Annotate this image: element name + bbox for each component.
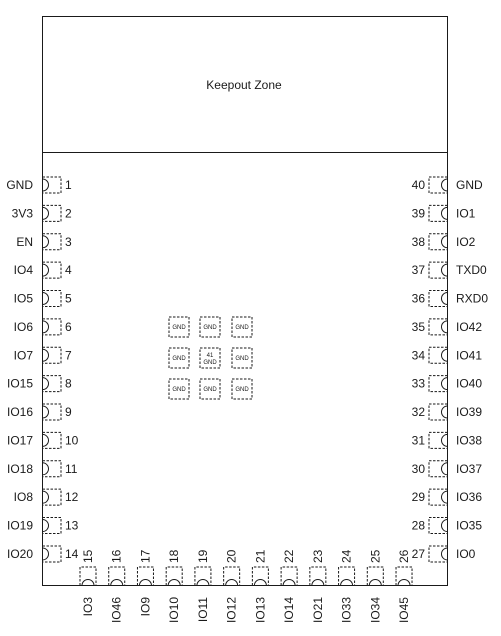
pin-name: IO13 <box>253 597 268 624</box>
left-pin-3 <box>16 234 72 250</box>
pin-number: 9 <box>65 405 72 420</box>
pin-number: 22 <box>282 549 297 563</box>
pin-name: IO40 <box>456 376 483 391</box>
left-pin-2 <box>12 205 72 221</box>
bottom-pin-17 <box>137 549 153 616</box>
pad-notch <box>43 434 49 446</box>
keepout-zone-label: Keepout Zone <box>206 78 282 92</box>
pad-notch <box>312 580 324 586</box>
pin-name: TXD0 <box>456 263 487 278</box>
right-pin-30 <box>412 461 483 477</box>
pin-number: 7 <box>65 348 72 363</box>
gnd-pad-5 <box>200 348 220 368</box>
pad-notch <box>442 406 448 418</box>
pad-notch <box>43 406 49 418</box>
pin-name: IO19 <box>6 518 33 533</box>
pin-name: IO12 <box>224 597 239 624</box>
pad-notch <box>442 520 448 532</box>
center-pad-number: 41 <box>206 353 214 359</box>
pad-notch <box>442 548 448 560</box>
gnd-pad-2 <box>200 317 220 337</box>
pad-notch <box>111 580 123 586</box>
pin-number: 4 <box>65 263 72 278</box>
pad-notch <box>43 321 49 333</box>
pin-name: RXD0 <box>456 291 489 306</box>
gnd-pad-4 <box>169 348 189 368</box>
left-pin-12 <box>14 489 79 505</box>
right-pin-38 <box>412 234 476 250</box>
pin-number: 8 <box>65 376 72 391</box>
right-pin-34 <box>412 347 483 363</box>
pin-number: 28 <box>411 518 425 533</box>
pin-number: 20 <box>224 549 239 563</box>
pin-number: 39 <box>411 206 425 221</box>
pad-notch <box>369 580 381 586</box>
gnd-pad-label: GND <box>203 325 217 331</box>
left-pin-9 <box>7 404 72 420</box>
pad-notch <box>283 580 295 586</box>
center-gnd-pad-array <box>169 317 252 399</box>
pin-number: 15 <box>81 549 95 563</box>
pad-notch <box>226 580 238 586</box>
pin-number: 32 <box>411 405 425 420</box>
pin-name: IO17 <box>6 433 33 448</box>
pin-number: 14 <box>65 546 79 561</box>
pad-notch <box>398 580 410 586</box>
pin-name: IO10 <box>167 597 182 624</box>
gnd-pad-label: GND <box>235 356 249 362</box>
right-pin-37 <box>412 262 487 278</box>
pad-notch <box>43 378 49 390</box>
pin-name: IO3 <box>81 597 95 617</box>
pad-notch <box>442 179 448 191</box>
pin-number: 27 <box>411 546 425 561</box>
pad-notch <box>442 349 448 361</box>
right-pin-36 <box>412 291 489 307</box>
pin-name: IO14 <box>282 597 297 624</box>
bottom-pin-25 <box>367 549 383 623</box>
gnd-pad-7 <box>169 379 189 399</box>
right-pin-33 <box>412 376 483 392</box>
bottom-pin-18 <box>166 549 182 623</box>
right-pin-39 <box>412 205 476 221</box>
pin-number: 40 <box>411 178 425 192</box>
gnd-pad-label: GND <box>172 387 186 393</box>
pin-number: 18 <box>167 549 182 563</box>
pin-number: 12 <box>65 490 79 505</box>
bottom-pin-26 <box>396 549 412 623</box>
pin-name: IO0 <box>456 546 476 561</box>
pad-notch <box>442 378 448 390</box>
pad-notch <box>43 349 49 361</box>
gnd-pad-label: GND <box>235 325 249 331</box>
pin-name: IO34 <box>368 597 383 624</box>
gnd-pad-label: GND <box>203 387 217 393</box>
pad-notch <box>82 580 94 586</box>
pad-notch <box>139 580 151 586</box>
pin-name: IO9 <box>138 597 153 617</box>
gnd-pad-1 <box>169 317 189 337</box>
pad-notch <box>254 580 266 586</box>
pin-name: IO46 <box>109 597 124 624</box>
gnd-pad-6 <box>232 348 252 368</box>
pin-name: IO7 <box>13 348 33 363</box>
right-pin-31 <box>412 432 483 448</box>
pin-name: 3V3 <box>11 206 33 221</box>
pin-number: 19 <box>195 549 210 563</box>
pin-number: 13 <box>65 518 79 533</box>
pad-notch <box>43 293 49 305</box>
pad-notch <box>442 434 448 446</box>
pad-notch <box>43 236 49 248</box>
center-pad-label: GND <box>203 360 217 366</box>
bottom-pin-21 <box>252 549 268 623</box>
pad-notch <box>168 580 180 586</box>
pin-name: IO2 <box>456 234 476 249</box>
pin-name: IO42 <box>456 319 483 334</box>
pin-number: 35 <box>411 319 425 334</box>
pin-name: IO16 <box>6 405 33 420</box>
pad-notch <box>197 580 209 586</box>
pin-name: IO6 <box>13 319 33 334</box>
pad-notch <box>442 491 448 503</box>
gnd-pad-8 <box>200 379 220 399</box>
bottom-pin-15 <box>80 549 96 616</box>
pin-name: IO18 <box>6 461 33 476</box>
pin-name: IO38 <box>456 433 483 448</box>
pin-number: 25 <box>368 549 383 563</box>
right-pin-32 <box>412 404 483 420</box>
pad-notch <box>43 520 49 532</box>
pin-number: 3 <box>65 234 72 249</box>
pin-number: 23 <box>310 549 325 563</box>
right-pin-28 <box>412 518 483 534</box>
right-pin-35 <box>412 319 483 335</box>
pin-number: 5 <box>65 291 72 306</box>
bottom-pin-23 <box>310 549 326 623</box>
pin-name: IO20 <box>6 546 33 561</box>
right-pin-column <box>412 177 489 562</box>
right-pin-29 <box>412 489 483 505</box>
pad-notch <box>442 207 448 219</box>
pad-notch <box>442 463 448 475</box>
pin-name: IO8 <box>13 490 33 505</box>
pin-name: IO21 <box>310 597 325 624</box>
pin-number: 26 <box>397 549 412 563</box>
pin-number: 36 <box>411 291 425 306</box>
left-pin-8 <box>7 376 72 392</box>
pin-number: 2 <box>65 206 72 221</box>
pin-name: IO36 <box>456 490 483 505</box>
pad-notch <box>43 463 49 475</box>
bottom-pin-16 <box>109 549 125 623</box>
module-outline <box>43 17 448 586</box>
pin-name: IO45 <box>397 597 412 624</box>
bottom-pin-20 <box>224 549 240 623</box>
bottom-pin-22 <box>281 549 297 623</box>
pad-notch <box>442 264 448 276</box>
pin-name: IO4 <box>13 263 33 278</box>
gnd-pad-label: GND <box>235 387 249 393</box>
pin-number: 38 <box>411 234 425 249</box>
pad-notch <box>341 580 353 586</box>
pin-number: 17 <box>138 549 153 563</box>
pin-number: 6 <box>65 319 72 334</box>
pad-notch <box>43 179 49 191</box>
pin-number: 31 <box>411 433 425 448</box>
pad-notch <box>442 293 448 305</box>
pin-number: 30 <box>411 461 425 476</box>
pin-number: 24 <box>339 549 354 563</box>
pin-number: 16 <box>109 549 124 563</box>
pad-notch <box>43 491 49 503</box>
pin-name: IO1 <box>456 206 476 221</box>
pin-number: 29 <box>411 490 425 505</box>
pad-notch <box>43 207 49 219</box>
pin-number: 11 <box>65 461 78 476</box>
pin-number: 1 <box>65 178 72 192</box>
gnd-pad-9 <box>232 379 252 399</box>
pin-name: IO39 <box>456 405 483 420</box>
pad-notch <box>43 548 49 560</box>
left-pin-1 <box>6 177 72 193</box>
pin-name: EN <box>16 234 33 249</box>
gnd-pad-label: GND <box>172 325 186 331</box>
pin-name: IO5 <box>13 291 33 306</box>
pin-name: IO15 <box>6 376 33 391</box>
pin-number: 37 <box>411 263 425 278</box>
gnd-pad-3 <box>232 317 252 337</box>
right-pin-27 <box>412 546 476 562</box>
pad-notch <box>442 321 448 333</box>
bottom-pin-row <box>80 549 412 623</box>
pin-number: 34 <box>411 348 425 363</box>
pin-name: IO35 <box>456 518 483 533</box>
pin-number: 33 <box>411 376 425 391</box>
pin-name: IO37 <box>456 461 483 476</box>
pin-name: GND <box>6 178 33 192</box>
pin-name: IO33 <box>339 597 354 624</box>
pin-name: GND <box>456 178 483 192</box>
bottom-pin-24 <box>339 549 355 623</box>
pin-name: IO11 <box>195 597 210 623</box>
pin-name: IO41 <box>456 348 483 363</box>
pin-number: 10 <box>65 433 79 448</box>
gnd-pad-label: GND <box>172 356 186 362</box>
pad-notch <box>43 264 49 276</box>
pad-notch <box>442 236 448 248</box>
pin-number: 21 <box>253 549 268 563</box>
